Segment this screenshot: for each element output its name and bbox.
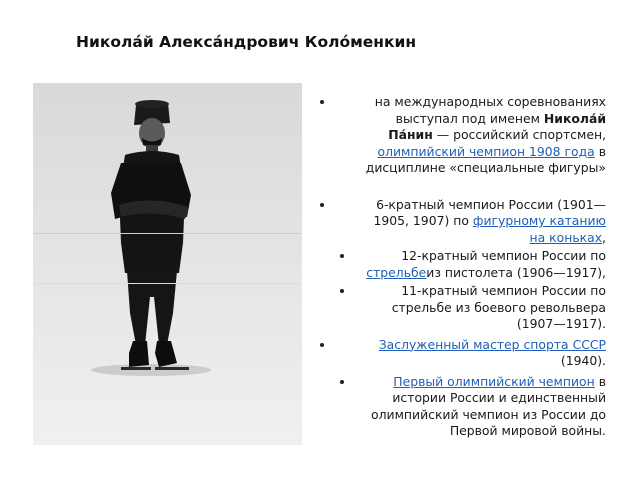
list-item bbox=[322, 337, 612, 370]
olympic-champion-link[interactable]: олимпийский чемпион 1908 года bbox=[377, 143, 595, 159]
bullet-icon bbox=[320, 203, 324, 207]
item-text: , bbox=[602, 229, 606, 245]
honored-master-link[interactable]: Заслуженный мастер спорта СССР bbox=[378, 336, 606, 352]
skater-figure-icon bbox=[33, 83, 302, 445]
item-text: — российский спортсмен, bbox=[432, 127, 606, 142]
list-item bbox=[322, 374, 612, 440]
list-item bbox=[322, 94, 612, 177]
item-text: из пистолета (1906—1917), bbox=[426, 264, 606, 280]
bullet-icon bbox=[320, 100, 324, 104]
item-text: 11-кратный чемпион России по стрельбе из боевого револьвера (1907—1917). bbox=[391, 283, 606, 331]
list-item bbox=[322, 283, 612, 333]
list-item bbox=[322, 248, 612, 281]
page-title: Никола́й Алекса́ндрович Коло́менкин bbox=[76, 33, 417, 51]
list-item bbox=[322, 197, 612, 247]
skater-photo bbox=[33, 83, 302, 445]
item-text: 12-кратный чемпион России по bbox=[401, 248, 606, 263]
bullet-icon bbox=[320, 343, 324, 347]
figure-skating-link[interactable]: фигурному катанию на коньках bbox=[472, 213, 606, 245]
item-text: 6-кратный чемпион России (1901—1905, 1907) по bbox=[373, 196, 606, 228]
item-text: на международных соревнованиях выступал под именем bbox=[374, 94, 606, 126]
item-bold-name: Никола́й Па́нин bbox=[388, 110, 606, 142]
achievements-list bbox=[322, 94, 612, 440]
item-text: (1940). bbox=[560, 353, 606, 368]
first-olympic-champion-link[interactable]: Первый олимпийский чемпион bbox=[393, 373, 595, 389]
shooting-link[interactable]: стрельбе bbox=[366, 264, 427, 280]
item-text: в истории России и единственный олимпийский чемпион из России до Первой мировой войны. bbox=[371, 373, 606, 438]
bullet-icon bbox=[340, 289, 344, 293]
bullet-icon bbox=[340, 380, 344, 384]
item-text: в дисциплине «специальные фигуры» bbox=[365, 143, 606, 175]
bullet-icon bbox=[340, 254, 344, 258]
